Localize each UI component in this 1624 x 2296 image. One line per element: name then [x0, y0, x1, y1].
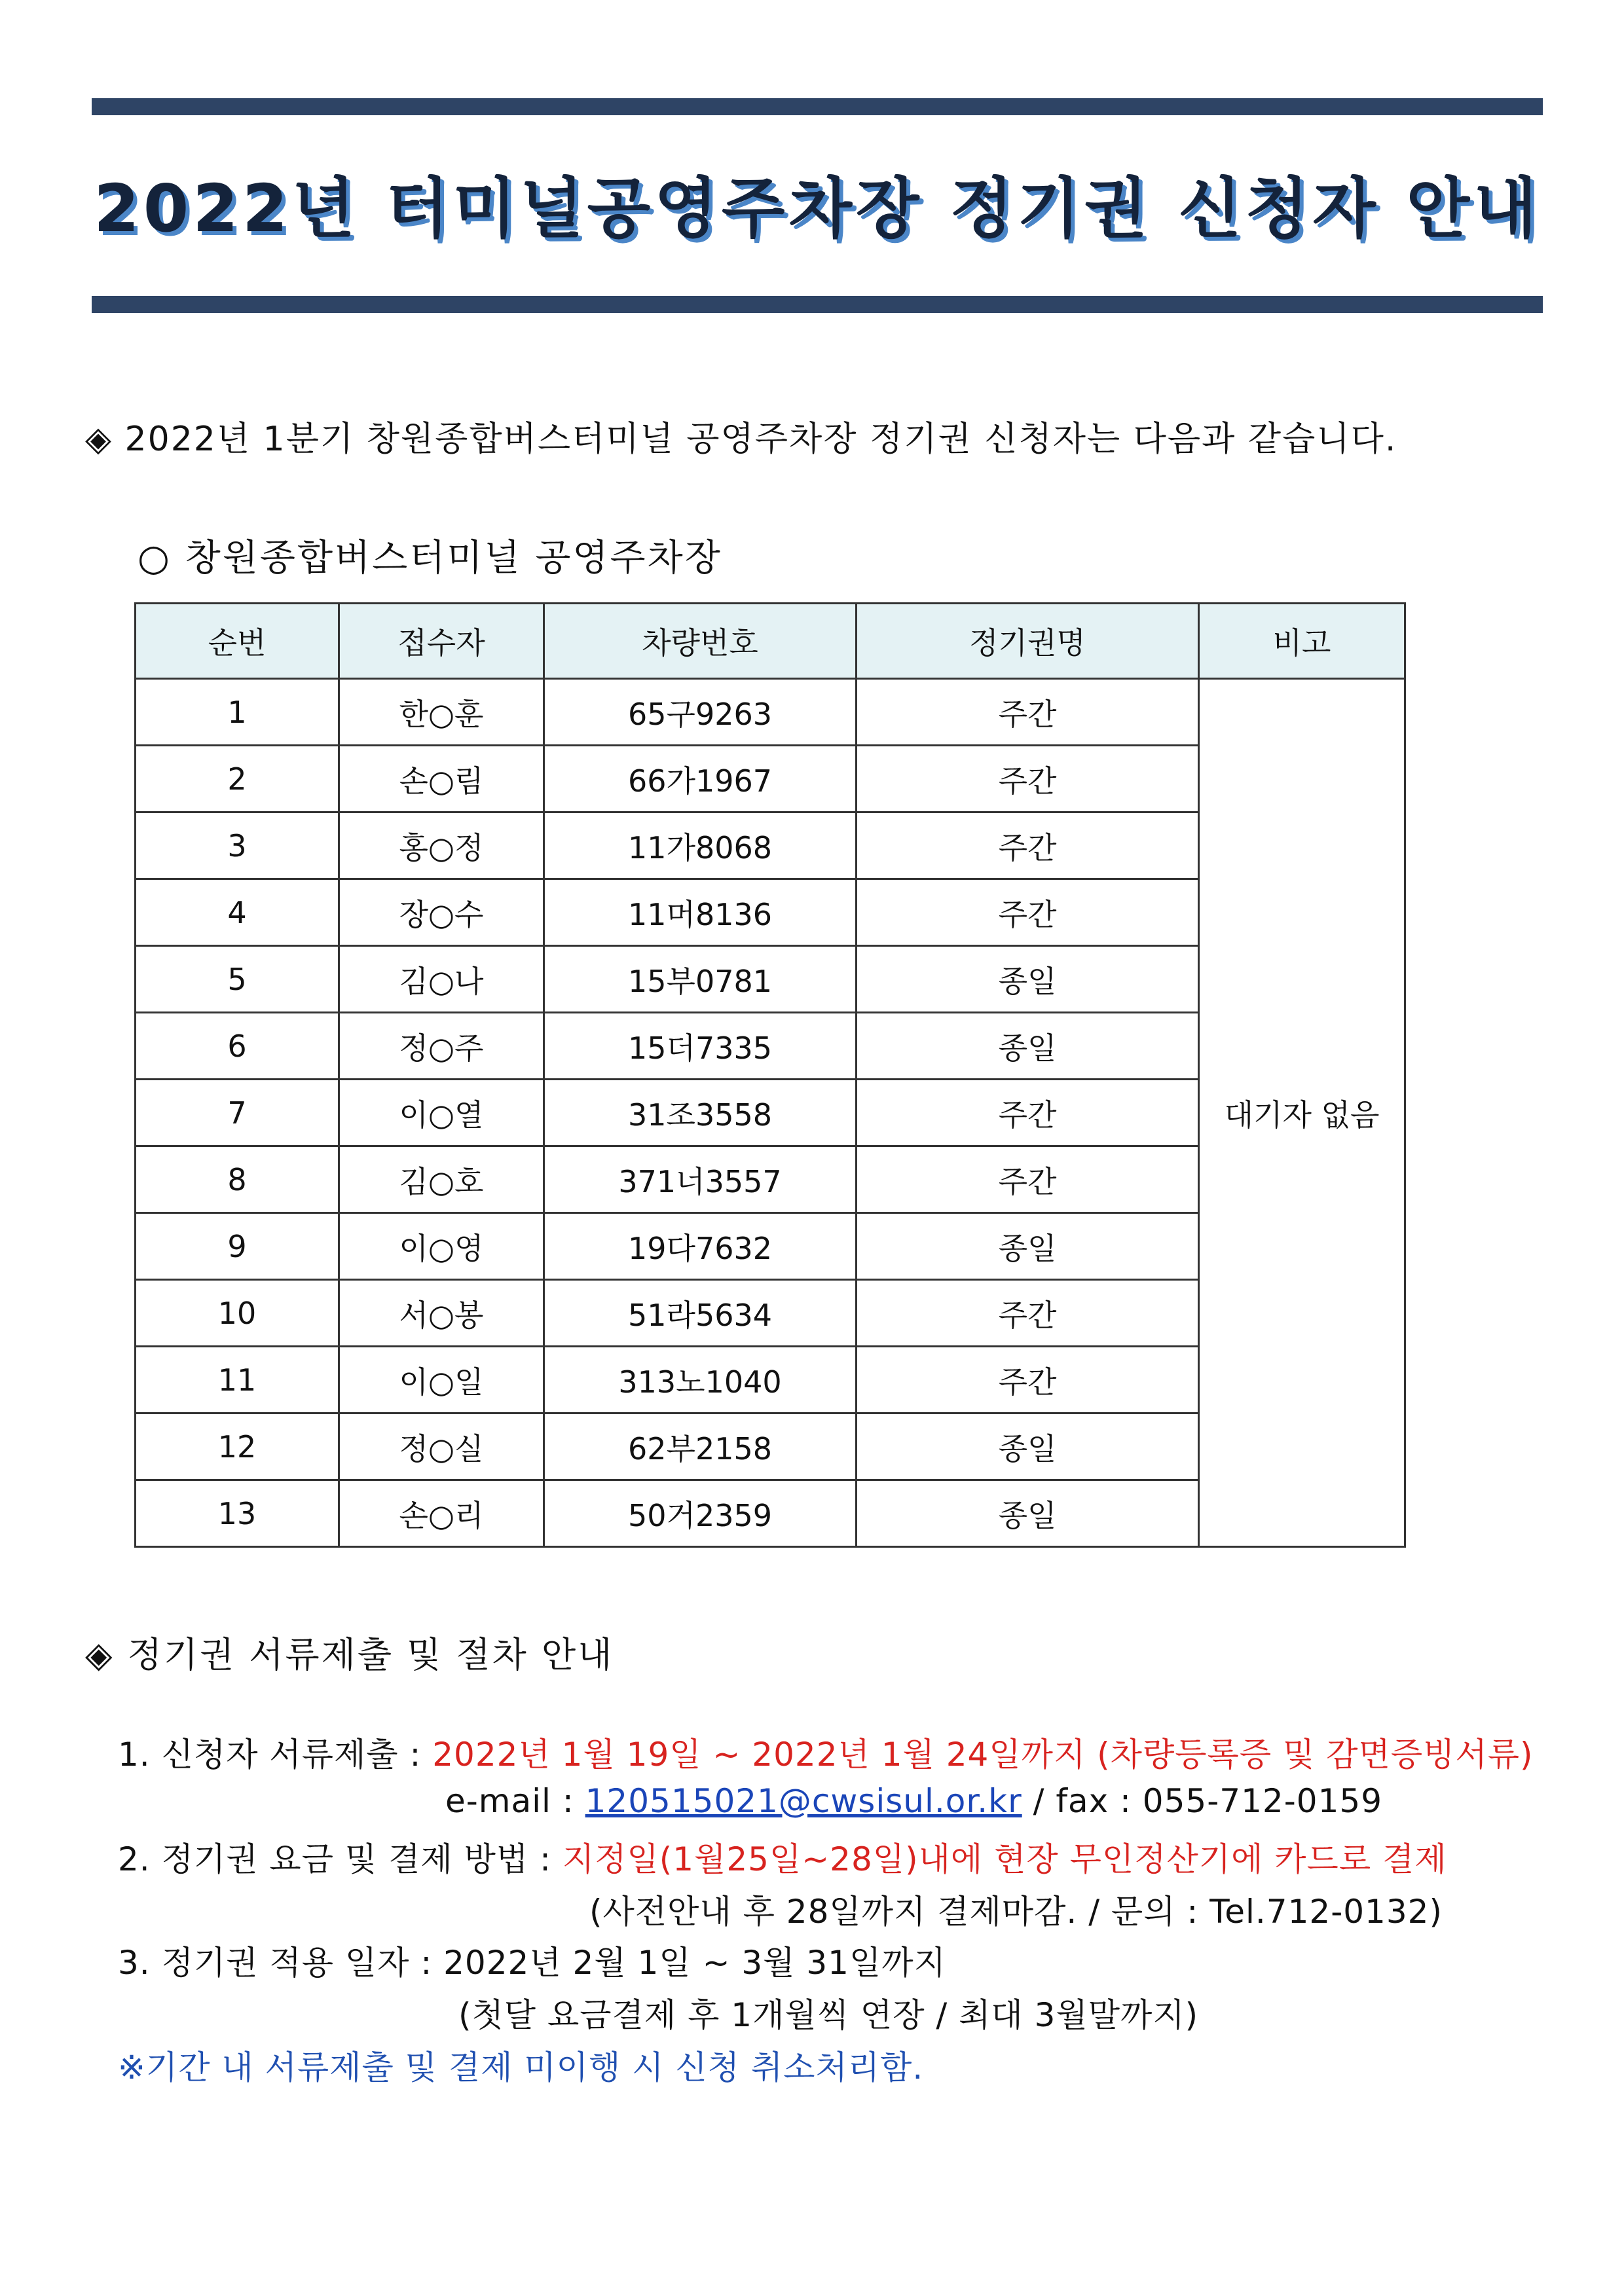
- cell-applicant: 이○열: [339, 1080, 544, 1146]
- cell-pass-type: 주간: [857, 1347, 1199, 1413]
- cell-applicant: 이○일: [339, 1347, 544, 1413]
- header-plate: 차량번호: [544, 604, 857, 679]
- cell-pass-type: 종일: [857, 1480, 1199, 1547]
- cell-pass-type: 주간: [857, 812, 1199, 879]
- cell-applicant: 홍○정: [339, 812, 544, 879]
- top-divider-bar: [92, 98, 1543, 115]
- header-remark: 비고: [1199, 604, 1405, 679]
- cell-pass-type: 주간: [857, 679, 1199, 746]
- cell-no: 6: [136, 1013, 339, 1080]
- procedure-item-3-note: (첫달 요금결제 후 1개월씩 연장 / 최대 3월말까지): [458, 1996, 1199, 2034]
- cell-plate: 51라5634: [544, 1280, 857, 1347]
- page-title: 2022년 터미널공영주차장 정기권 신청자 안내: [94, 170, 1541, 247]
- cell-pass-type: 주간: [857, 1280, 1199, 1347]
- cell-applicant: 김○나: [339, 946, 544, 1013]
- table-header-row: [136, 604, 1405, 679]
- cell-no: 10: [136, 1280, 339, 1347]
- cell-pass-type: 종일: [857, 946, 1199, 1013]
- header-no: 순번: [136, 604, 339, 679]
- procedure-heading: ◈ 정기권 서류제출 및 절차 안내: [85, 1634, 614, 1675]
- cell-applicant: 정○주: [339, 1013, 544, 1080]
- procedure-item-1: [118, 1728, 1534, 1776]
- cell-plate: 31조3558: [544, 1080, 857, 1146]
- cell-plate: 15부0781: [544, 946, 857, 1013]
- cell-pass-type: 주간: [857, 879, 1199, 946]
- intro-text: ◈ 2022년 1분기 창원종합버스터미널 공영주차장 정기권 신청자는 다음과 같습니다.: [85, 420, 1397, 459]
- cell-plate: 11머8136: [544, 879, 857, 946]
- cell-plate: 66가1967: [544, 746, 857, 812]
- cell-no: 9: [136, 1213, 339, 1280]
- item1-value: 2022년 1월 19일 ~ 2022년 1월 24일까지 (차량등록증 및 감면증빙서류): [432, 1736, 1534, 1774]
- cell-remark: 대기자 없음: [1199, 679, 1405, 1547]
- cell-no: 12: [136, 1413, 339, 1480]
- cell-pass-type: 종일: [857, 1013, 1199, 1080]
- cell-pass-type: 종일: [857, 1213, 1199, 1280]
- email-label: e-mail :: [445, 1782, 585, 1820]
- cell-no: 2: [136, 746, 339, 812]
- cell-no: 11: [136, 1347, 339, 1413]
- cell-plate: 65구9263: [544, 679, 857, 746]
- cell-no: 4: [136, 879, 339, 946]
- cell-no: 13: [136, 1480, 339, 1547]
- cell-applicant: 서○봉: [339, 1280, 544, 1347]
- cell-plate: 313노1040: [544, 1347, 857, 1413]
- procedure-item-2: [118, 1833, 1447, 1880]
- cell-no: 1: [136, 679, 339, 746]
- cell-pass-type: 주간: [857, 746, 1199, 812]
- email-link[interactable]: 120515021@cwsisul.or.kr: [585, 1782, 1022, 1820]
- fax-text: / fax : 055-712-0159: [1022, 1782, 1382, 1820]
- contact-line: [445, 1782, 1382, 1820]
- parking-lot-subheading: ○ 창원종합버스터미널 공영주차장: [138, 537, 722, 579]
- item2-value: 지정일(1월25일~28일)내에 현장 무인정산기에 카드로 결제: [562, 1840, 1447, 1878]
- cell-applicant: 이○영: [339, 1213, 544, 1280]
- cell-no: 3: [136, 812, 339, 879]
- header-pass-type: 정기권명: [857, 604, 1199, 679]
- procedure-item-3: 3. 정기권 적용 일자 : 2022년 2월 1일 ~ 3월 31일까지: [118, 1944, 946, 1982]
- cell-applicant: 김○호: [339, 1146, 544, 1213]
- cancellation-warning: ※기간 내 서류제출 및 결제 미이행 시 신청 취소처리함.: [118, 2049, 924, 2086]
- cell-applicant: 한○훈: [339, 679, 544, 746]
- bottom-divider-bar: [92, 296, 1543, 313]
- cell-no: 7: [136, 1080, 339, 1146]
- cell-plate: 15더7335: [544, 1013, 857, 1080]
- cell-pass-type: 종일: [857, 1413, 1199, 1480]
- cell-applicant: 손○림: [339, 746, 544, 812]
- cell-plate: 62부2158: [544, 1413, 857, 1480]
- item1-label: 1. 신청자 서류제출 :: [118, 1736, 433, 1774]
- cell-plate: 371너3557: [544, 1146, 857, 1213]
- cell-plate: 19다7632: [544, 1213, 857, 1280]
- cell-no: 5: [136, 946, 339, 1013]
- table-row: [136, 679, 1405, 746]
- cell-applicant: 장○수: [339, 879, 544, 946]
- applicant-table: [134, 602, 1406, 1548]
- cell-plate: 50거2359: [544, 1480, 857, 1547]
- cell-pass-type: 주간: [857, 1080, 1199, 1146]
- header-applicant: 접수자: [339, 604, 544, 679]
- cell-plate: 11가8068: [544, 812, 857, 879]
- cell-applicant: 손○리: [339, 1480, 544, 1547]
- cell-applicant: 정○실: [339, 1413, 544, 1480]
- item2-label: 2. 정기권 요금 및 결제 방법 :: [118, 1840, 563, 1878]
- procedure-item-2-note: (사전안내 후 28일까지 결제마감. / 문의 : Tel.712-0132): [589, 1893, 1443, 1931]
- cell-no: 8: [136, 1146, 339, 1213]
- cell-pass-type: 주간: [857, 1146, 1199, 1213]
